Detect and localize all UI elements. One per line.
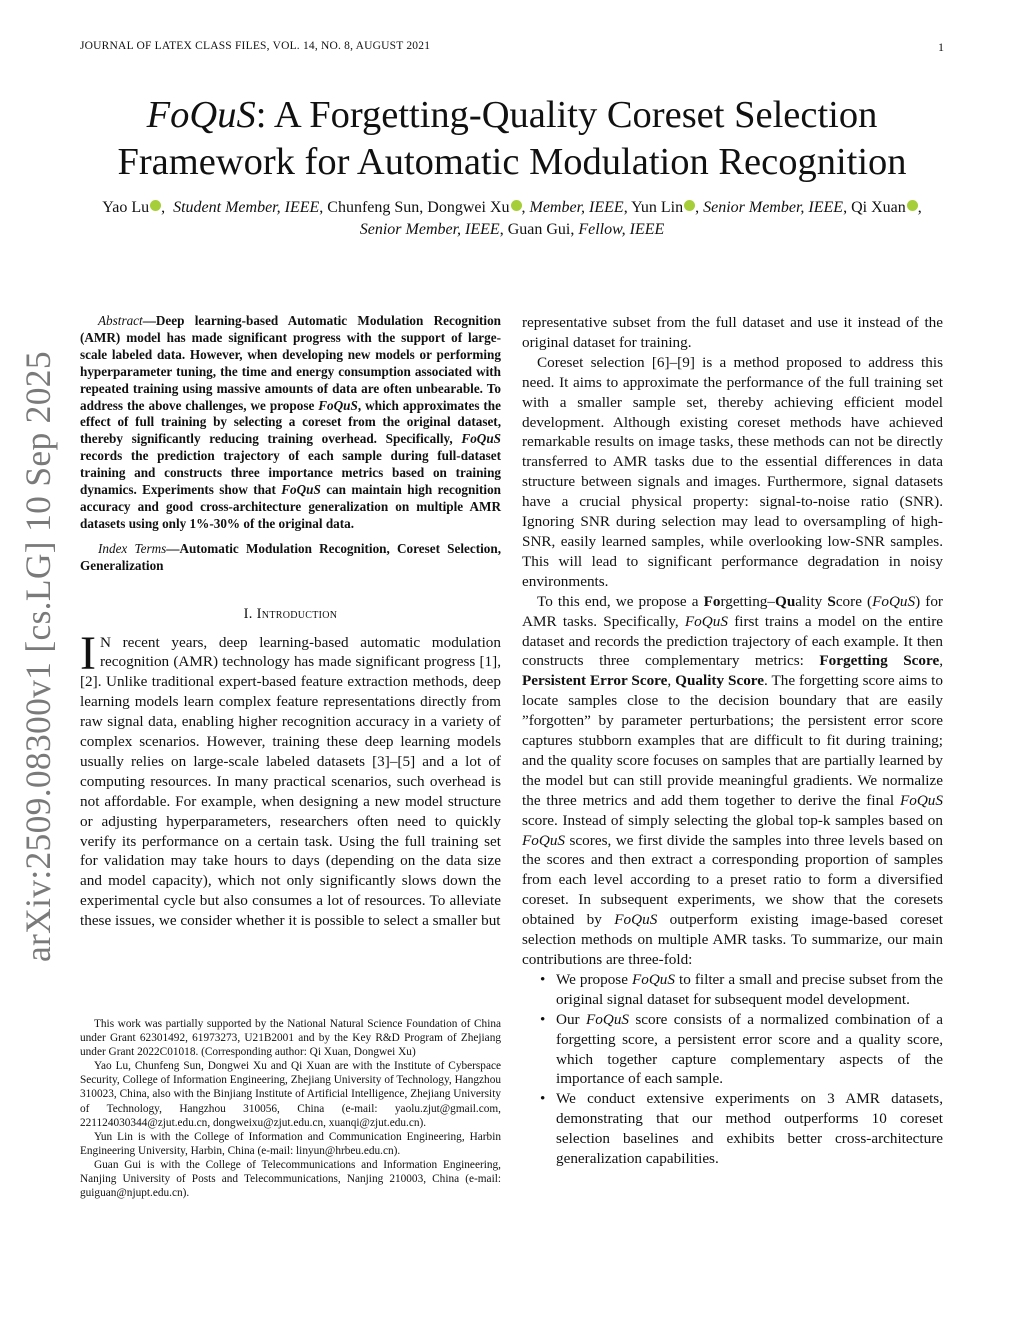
author-name: Chunfeng Sun, Dongwei Xu xyxy=(327,199,510,216)
abstract-text: —Deep learning-based Automatic Modulation Recognition (AMR) model has made significant progress with the support of large-scale labeled data. However, when developing new models or performing hyperparameter tuning, the time and energy consumption associated with repeated training using massive amounts of data are often unbearable. To address the above challenges, we propose xyxy=(80,313,501,413)
list-item xyxy=(522,1089,943,1169)
text: ) for AMR tasks. Specifically, xyxy=(522,592,943,630)
section-heading xyxy=(80,605,501,625)
abstract-foqus: FoQuS xyxy=(318,397,358,413)
running-header: JOURNAL OF LATEX CLASS FILES, VOL. 14, NO. 8, AUGUST 2021 xyxy=(80,40,431,52)
orcid-icon[interactable] xyxy=(150,200,161,211)
section-title: Introduction xyxy=(256,605,338,622)
text: . The forgetting score aims to locate samples close to the decision boundary that are easily ”forgotten” by parameter perturbations; the persistent error score captures stubborn examples that are difficult to fit during training; and the quality score focuses on samples that are partially learned by the model but can still provide meaningful gradients. We normalize the three metrics and add them together to derive the final xyxy=(522,672,943,809)
text: Fo xyxy=(703,592,721,610)
index-terms xyxy=(80,541,501,575)
abstract-foqus: FoQuS xyxy=(461,431,501,447)
text: score consists of a normalized combination of a forgetting score, a persistent error score and a quality score, which together capture complementary aspects of the importance of each sample. xyxy=(556,1010,943,1088)
abstract-foqus: FoQuS xyxy=(281,482,321,498)
footnote: Guan Gui is with the College of Telecommunications and Information Engineering, Nanjing University of Posts and Telecommunications, Nanjing 210003, China (e-mail: guiguan@njupt.edu.cn). xyxy=(80,1158,501,1200)
foqus-term: FoQuS xyxy=(585,1010,630,1028)
bullet: • xyxy=(540,970,546,988)
author-role: Senior Member, IEEE xyxy=(359,221,500,238)
orcid-icon[interactable] xyxy=(511,200,522,211)
author-name: Qi Xuan xyxy=(851,199,906,216)
text: , xyxy=(667,672,676,690)
abstract-text: records the prediction trajectory of each sample during full-dataset training and constructs three importance metrics based on training dynamics. Experiments show that xyxy=(80,448,501,498)
foqus-term: FoQuS xyxy=(899,791,943,809)
right-column xyxy=(522,313,943,1169)
author-name: Yun Lin xyxy=(631,199,684,216)
title-rest: : A Forgetting-Quality Coreset Selection Framework for Automatic Modulation Recognition xyxy=(117,94,907,183)
text: We conduct extensive experiments on 3 AMR datasets, demonstrating that our method outperforms 10 coreset selection baselines and exhibits better cross-architecture generalization capabilities. xyxy=(556,1090,943,1168)
foqus-term: FoQuS xyxy=(522,831,566,849)
text: scores, we first divide the samples into three levels based on the scores and then extract a corresponding proportion of samples from each level according to a preset ratio to form a diversified coreset. In subsequent experiments, we show that the coresets obtained by xyxy=(522,831,943,929)
author-list: Yao Lu , Student Member, IEEE, Chunfeng Sun, Dongwei Xu , Member, IEEE, Yun Lin , Senior Member, IEEE, Qi Xuan , Senior Member, IEEE, Guan Gui, Fellow, IEEE xyxy=(102,199,922,238)
left-column xyxy=(80,313,501,931)
author-role: Fellow, IEEE xyxy=(578,221,665,238)
footnotes xyxy=(80,1017,501,1200)
list-item xyxy=(522,1010,943,1090)
index-terms-label: Index Terms xyxy=(98,540,167,556)
arxiv-side-stamp: arXiv:2509.08300v1 [cs.LG] 10 Sep 2025 xyxy=(18,351,58,962)
author-name: Yao Lu xyxy=(102,199,150,216)
intro-text: N recent years, deep learning-based automatic modulation recognition (AMR) technology has made significant progress [1], [2]. Unlike traditional expert-based feature extraction methods, deep learning models learn complex feature representations directly from raw signal data, enabling higher recognition accuracy in a variety of complex scenarios. However, training these deep learning models usually relies on large-scale labeled datasets [3]–[5] and a lot of computing resources. In many practical scenarios, such overhead is not affordable. For example, when designing a new model structure or adjusting hyperparameters, researchers often need to quickly verify its performance on a certain task. Using the full training set for validation may take hours to days (depending on the data size and model capacity), which not only significantly slows down the experimental cycle but also consumes a lot of resources. To alleviate these issues, we consider whether it is possible to select a smaller but xyxy=(80,633,501,930)
text: To this end, we propose a xyxy=(537,592,704,610)
abstract-text: , which approximates the effect of full training by selecting a coreset from the original dataset, thereby significantly reducing training overhead. Specifically, xyxy=(80,397,501,447)
index-terms-text: —Automatic Modulation Recognition, Coreset Selection, Generalization xyxy=(80,540,501,573)
paper-title xyxy=(60,92,964,186)
text: Our xyxy=(556,1010,586,1028)
abstract-label: Abstract xyxy=(98,313,143,328)
text: score. Instead of simply selecting the global top-k samples based on xyxy=(522,811,943,829)
list-item xyxy=(522,970,943,1010)
text: to filter a small and precise subset from the original signal dataset for subsequent model development. xyxy=(556,970,944,1008)
text: S xyxy=(827,592,836,610)
text: first trains a model on the entire dataset and records the prediction trajectory of each example. It then constructs three complementary metrics: xyxy=(522,612,943,670)
metric-name: Forgetting Score xyxy=(819,652,940,670)
abstract-text: can maintain high recognition accuracy and good cross-architecture generalization on multiple AMR datasets using only 1%-30% of the original data. xyxy=(80,482,502,531)
author-role: Senior Member, IEEE xyxy=(703,199,844,216)
foqus-term: FoQuS xyxy=(614,911,658,929)
metric-name: Quality Score xyxy=(675,672,764,690)
section-number: I. xyxy=(243,605,253,622)
intro-paragraph xyxy=(80,626,501,932)
metric-name: Persistent Error Score xyxy=(522,672,668,690)
orcid-icon[interactable] xyxy=(684,200,695,211)
footnote: Yao Lu, Chunfeng Sun, Dongwei Xu and Qi Xuan are with the Institute of Cyberspace Security, College of Information Engineering, Zhejiang University of Technology, Hangzhou 310023, China, also with the Binjiang Institute of Artificial Intelligence, Zhejiang University of Technology, Hangzhou 310056, China (e-mail: yaolu.zjut@gmail.com, 221124030344@zjut.edu.cn, dongweixu@zjut.edu.cn, xuanqi@zjut.edu.cn). xyxy=(80,1060,501,1129)
text: rgetting– xyxy=(720,592,775,610)
orcid-icon[interactable] xyxy=(907,200,918,211)
foqus-term: FoQuS xyxy=(631,970,675,988)
drop-cap: I xyxy=(80,626,96,680)
bullet: • xyxy=(540,1090,546,1108)
contributions-list xyxy=(522,970,943,1169)
paragraph: Coreset selection [6]–[9] is a method proposed to address this need. It aims to approximate the performance of the full training set with a smaller sample set, thereby achieving efficient model development. Although existing coreset methods have achieved remarkable results on image tasks, these methods can not be directly transferred to AMR tasks due to the essential differences in data structure between signals and images. Furthermore, signal datasets have a crucial physical property: signal-to-noise ratio (SNR). Ignoring SNR during selection may lead to oversampling of high-SNR, easily learned samples, while overlooking low-SNR samples. This will lead to significant performance degradation in noisy environments. xyxy=(522,353,943,590)
abstract xyxy=(80,313,501,533)
text: Qu xyxy=(775,592,796,610)
paragraph xyxy=(522,592,943,970)
bullet: • xyxy=(540,1010,546,1028)
author-role: Student Member, IEEE xyxy=(173,199,320,216)
author-role: Member, IEEE xyxy=(529,199,624,216)
footnote: Yun Lin is with the College of Information and Communication Engineering, Harbin Engineering University, Harbin, China (e-mail: linyun@hrbeu.edu.cn). xyxy=(80,1130,501,1157)
text: core ( xyxy=(835,592,873,610)
text: We propose xyxy=(556,970,632,988)
foqus-term: FoQuS xyxy=(872,592,916,610)
foqus-term: FoQuS xyxy=(684,612,728,630)
text: ality xyxy=(795,592,828,610)
paragraph: representative subset from the full dataset and use it instead of the original dataset for training. xyxy=(522,314,943,351)
footnote: This work was partially supported by the National Natural Science Foundation of China under Grant 62301492, 61973273, U21B2001 and by the Key R&D Program of Zhejiang under Grant 2022C01018. (Corresponding author: Qi Xuan, Dongwei Xu) xyxy=(80,1018,501,1059)
author-name: Guan Gui, xyxy=(507,221,575,238)
title-foqus: FoQuS xyxy=(146,94,256,136)
text: outperform existing image-based coreset selection methods on multiple AMR tasks. To summarize, our main contributions are three-fold: xyxy=(522,911,944,968)
text: , xyxy=(939,652,943,670)
page-number: 1 xyxy=(938,40,944,54)
